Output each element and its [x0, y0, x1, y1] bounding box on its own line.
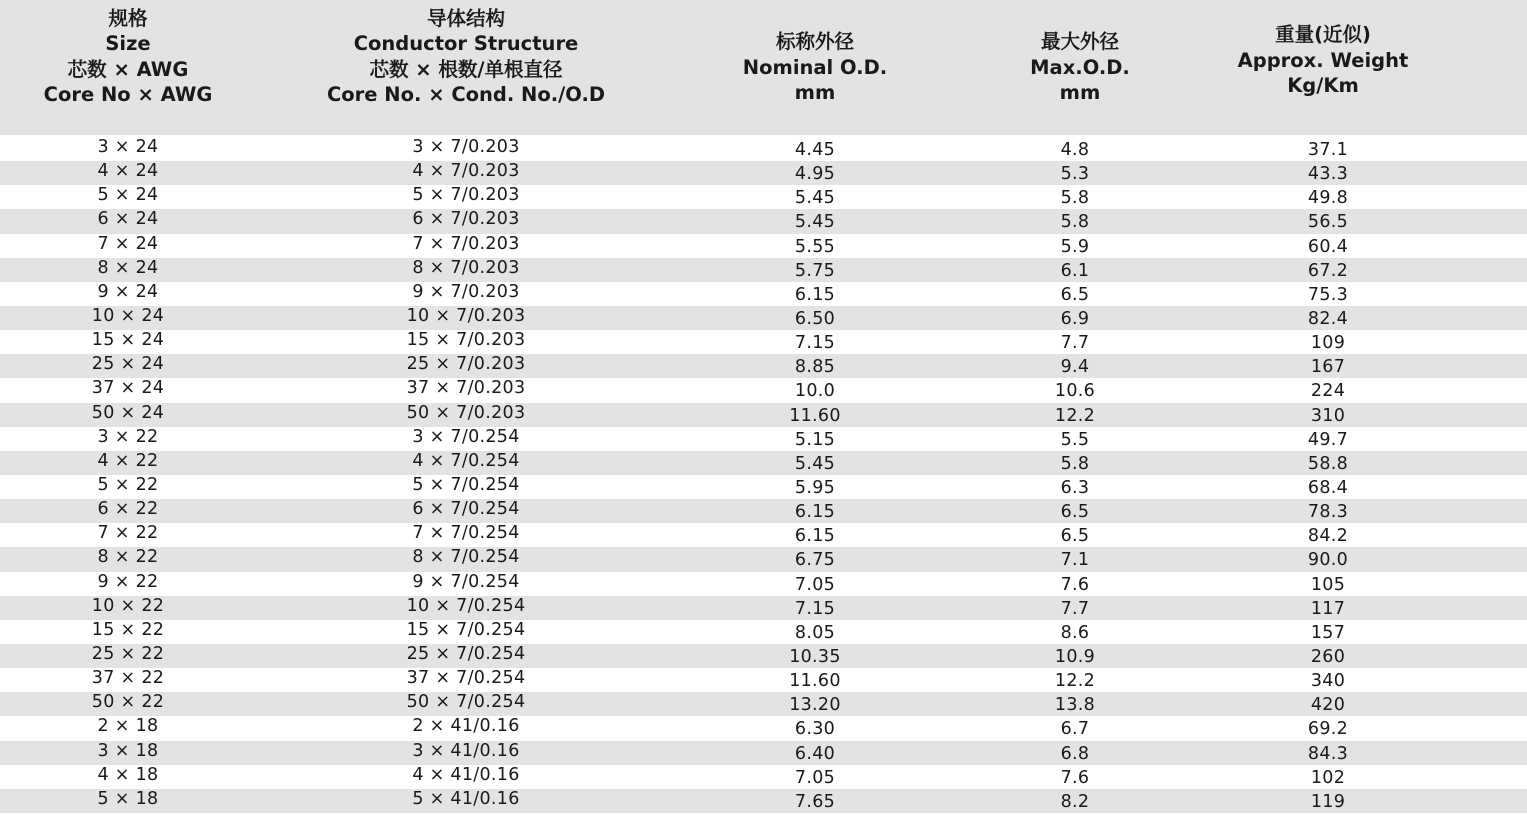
cell-nominal-od: 10.0	[794, 381, 836, 402]
table-row	[0, 620, 1527, 644]
cell-nominal-od: 7.15	[794, 598, 836, 619]
cell-approx-weight: 49.7	[1307, 429, 1349, 450]
cell-approx-weight: 67.2	[1307, 260, 1349, 281]
cell-nominal-od: 5.45	[794, 453, 836, 474]
cell-nominal-od: 7.05	[794, 767, 836, 788]
cell-nominal-od: 6.75	[794, 550, 836, 571]
cell-conductor-structure: 9 × 7/0.254	[412, 571, 520, 592]
cell-size: 5 × 18	[97, 788, 159, 809]
cell-size: 50 × 22	[91, 692, 165, 713]
cell-approx-weight: 68.4	[1307, 477, 1349, 498]
cell-size: 6 × 24	[97, 209, 159, 230]
table-header	[0, 0, 1527, 135]
cell-size: 37 × 22	[91, 668, 165, 689]
cell-max-od: 5.8	[1060, 453, 1090, 474]
cell-conductor-structure: 8 × 7/0.254	[412, 547, 520, 568]
cell-conductor-structure: 3 × 7/0.254	[412, 426, 520, 447]
cell-max-od: 13.8	[1054, 695, 1096, 716]
table-row	[0, 354, 1527, 378]
cell-size: 10 × 22	[91, 595, 165, 616]
cell-conductor-structure: 15 × 7/0.254	[406, 619, 526, 640]
table-row	[0, 475, 1527, 499]
cell-max-od: 8.6	[1060, 622, 1090, 643]
table-row	[0, 692, 1527, 716]
cell-nominal-od: 10.35	[789, 646, 841, 667]
cell-conductor-structure: 4 × 7/0.254	[412, 450, 520, 471]
cell-size: 15 × 24	[91, 330, 165, 351]
table-row	[0, 161, 1527, 185]
cell-nominal-od: 7.65	[794, 791, 836, 812]
cell-approx-weight: 167	[1310, 357, 1346, 378]
cell-nominal-od: 8.85	[794, 357, 836, 378]
cell-size: 3 × 24	[97, 137, 159, 157]
cell-max-od: 9.4	[1060, 357, 1090, 378]
table-row	[0, 765, 1527, 789]
cell-nominal-od: 6.30	[794, 719, 836, 740]
table-row	[0, 547, 1527, 571]
cell-conductor-structure: 10 × 7/0.203	[406, 305, 526, 326]
cell-max-od: 6.7	[1060, 719, 1090, 740]
table-row	[0, 427, 1527, 451]
header-label-line: 导体结构	[426, 6, 505, 30]
cell-approx-weight: 43.3	[1307, 164, 1349, 185]
table-row	[0, 499, 1527, 523]
table-row	[0, 451, 1527, 475]
cell-approx-weight: 310	[1310, 405, 1346, 426]
cell-approx-weight: 75.3	[1307, 284, 1349, 305]
cell-conductor-structure: 37 × 7/0.203	[406, 378, 526, 399]
cell-conductor-structure: 50 × 7/0.254	[406, 692, 526, 713]
header-label-line: 芯数 × 根数/单根直径	[369, 57, 563, 81]
cell-nominal-od: 13.20	[789, 695, 841, 716]
cell-nominal-od: 5.45	[794, 188, 836, 209]
cell-approx-weight: 105	[1310, 574, 1346, 595]
cell-size: 6 × 22	[97, 499, 159, 520]
cell-nominal-od: 4.45	[794, 140, 836, 160]
cell-max-od: 10.6	[1054, 381, 1096, 402]
header-label-line: Core No × AWG	[43, 83, 213, 106]
cell-conductor-structure: 6 × 7/0.203	[412, 209, 520, 230]
table-row	[0, 137, 1527, 161]
cell-size: 50 × 24	[91, 402, 165, 423]
cell-max-od: 6.1	[1060, 260, 1090, 281]
cell-approx-weight: 340	[1310, 671, 1346, 692]
cell-conductor-structure: 15 × 7/0.203	[406, 330, 526, 351]
table-row	[0, 644, 1527, 668]
cell-size: 4 × 24	[97, 161, 159, 182]
cell-conductor-structure: 8 × 7/0.203	[412, 257, 520, 278]
cell-nominal-od: 5.75	[794, 260, 836, 281]
cell-max-od: 5.3	[1060, 164, 1090, 185]
cell-size: 37 × 24	[91, 378, 165, 399]
cell-approx-weight: 82.4	[1307, 308, 1349, 329]
cell-approx-weight: 84.3	[1307, 743, 1349, 764]
table-body	[0, 137, 1527, 813]
cell-nominal-od: 6.15	[794, 284, 836, 305]
table-row	[0, 306, 1527, 330]
table-row	[0, 209, 1527, 233]
cell-size: 3 × 22	[97, 426, 159, 447]
cell-max-od: 5.8	[1060, 188, 1090, 209]
header-label-line: Kg/Km	[1287, 74, 1359, 98]
cell-conductor-structure: 4 × 41/0.16	[412, 764, 520, 785]
cell-conductor-structure: 5 × 7/0.254	[412, 474, 520, 495]
cell-approx-weight: 90.0	[1307, 550, 1349, 571]
cell-conductor-structure: 10 × 7/0.254	[406, 595, 526, 616]
table-row	[0, 596, 1527, 620]
cell-approx-weight: 49.8	[1307, 188, 1349, 209]
cell-size: 4 × 18	[97, 764, 159, 785]
header-label-line: 重量(近似)	[1275, 23, 1371, 47]
cell-approx-weight: 58.8	[1307, 453, 1349, 474]
cell-approx-weight: 56.5	[1307, 212, 1349, 233]
table-row	[0, 523, 1527, 547]
cell-conductor-structure: 5 × 41/0.16	[412, 788, 520, 809]
cell-max-od: 6.8	[1060, 743, 1090, 764]
table-row	[0, 330, 1527, 354]
cell-conductor-structure: 3 × 7/0.203	[412, 137, 520, 157]
cell-conductor-structure: 7 × 7/0.254	[412, 523, 520, 544]
cell-max-od: 6.5	[1060, 526, 1090, 547]
table-row	[0, 403, 1527, 427]
table-row	[0, 378, 1527, 402]
header-label-line: 芯数 × AWG	[67, 57, 189, 81]
cell-max-od: 5.8	[1060, 212, 1090, 233]
cell-conductor-structure: 25 × 7/0.203	[406, 354, 526, 375]
cell-conductor-structure: 2 × 41/0.16	[412, 716, 520, 737]
cell-max-od: 10.9	[1054, 646, 1096, 667]
cell-nominal-od: 11.60	[789, 671, 841, 692]
cell-conductor-structure: 50 × 7/0.203	[406, 402, 526, 423]
cell-nominal-od: 6.40	[794, 743, 836, 764]
cell-size: 7 × 22	[97, 523, 159, 544]
cell-conductor-structure: 25 × 7/0.254	[406, 643, 526, 664]
header-label-line: Size	[105, 32, 151, 55]
cell-max-od: 7.6	[1060, 574, 1090, 595]
cell-approx-weight: 102	[1310, 767, 1346, 788]
cell-approx-weight: 420	[1310, 695, 1346, 716]
cell-approx-weight: 260	[1310, 646, 1346, 667]
header-label-line: Core No. × Cond. No./O.D	[326, 83, 606, 106]
cell-max-od: 7.7	[1060, 333, 1090, 354]
cell-conductor-structure: 7 × 7/0.203	[412, 233, 520, 254]
cell-size: 15 × 22	[91, 619, 165, 640]
table-row	[0, 716, 1527, 740]
cell-max-od: 6.3	[1060, 477, 1090, 498]
cell-approx-weight: 109	[1310, 333, 1346, 354]
cell-approx-weight: 60.4	[1307, 236, 1349, 257]
cell-nominal-od: 8.05	[794, 622, 836, 643]
header-label-line: Approx. Weight	[1237, 48, 1409, 72]
cell-size: 25 × 22	[91, 643, 165, 664]
header-label-line: 规格	[108, 6, 148, 30]
cell-max-od: 12.2	[1054, 671, 1096, 692]
cell-nominal-od: 7.05	[794, 574, 836, 595]
cell-max-od: 12.2	[1054, 405, 1096, 426]
cell-size: 10 × 24	[91, 305, 165, 326]
header-label-line: mm	[1059, 81, 1101, 105]
cell-size: 7 × 24	[97, 233, 159, 254]
cell-size: 8 × 22	[97, 547, 159, 568]
header-label-line: Nominal O.D.	[742, 55, 888, 79]
cell-approx-weight: 78.3	[1307, 502, 1349, 523]
cell-max-od: 7.1	[1060, 550, 1090, 571]
cell-approx-weight: 69.2	[1307, 719, 1349, 740]
header-nominal-od	[705, 0, 925, 135]
cell-approx-weight: 224	[1310, 381, 1346, 402]
cell-max-od: 6.5	[1060, 284, 1090, 305]
cell-max-od: 7.6	[1060, 767, 1090, 788]
header-max-od	[975, 0, 1185, 135]
cell-nominal-od: 7.15	[794, 333, 836, 354]
table-row	[0, 258, 1527, 282]
cell-max-od: 6.5	[1060, 502, 1090, 523]
cell-size: 8 × 24	[97, 257, 159, 278]
header-approx-weight	[1208, 0, 1438, 128]
header-label-line: 最大外径	[1040, 30, 1119, 54]
header-label-line: mm	[794, 81, 836, 105]
table-row	[0, 741, 1527, 765]
cell-max-od: 5.9	[1060, 236, 1090, 257]
cell-nominal-od: 5.15	[794, 429, 836, 450]
header-label-line: Conductor Structure	[353, 32, 579, 55]
table-row	[0, 789, 1527, 813]
cell-nominal-od: 4.95	[794, 164, 836, 185]
cell-max-od: 7.7	[1060, 598, 1090, 619]
cell-size: 3 × 18	[97, 740, 159, 761]
cell-nominal-od: 11.60	[789, 405, 841, 426]
cell-conductor-structure: 9 × 7/0.203	[412, 281, 520, 302]
cell-size: 4 × 22	[97, 450, 159, 471]
cell-nominal-od: 6.15	[794, 526, 836, 547]
cell-size: 25 × 24	[91, 354, 165, 375]
table-row	[0, 572, 1527, 596]
cell-conductor-structure: 3 × 41/0.16	[412, 740, 520, 761]
header-label-line: Max.O.D.	[1030, 55, 1130, 79]
header-conductor-structure	[306, 0, 626, 124]
table-row	[0, 185, 1527, 209]
cell-approx-weight: 117	[1310, 598, 1346, 619]
cell-size: 9 × 24	[97, 281, 159, 302]
cell-nominal-od: 6.15	[794, 502, 836, 523]
table-row	[0, 668, 1527, 692]
cell-conductor-structure: 4 × 7/0.203	[412, 161, 520, 182]
cell-max-od: 5.5	[1060, 429, 1090, 450]
cell-size: 9 × 22	[97, 571, 159, 592]
cell-approx-weight: 119	[1310, 791, 1346, 812]
cell-size: 5 × 24	[97, 185, 159, 206]
cell-conductor-structure: 5 × 7/0.203	[412, 185, 520, 206]
cell-approx-weight: 84.2	[1307, 526, 1349, 547]
cell-conductor-structure: 6 × 7/0.254	[412, 499, 520, 520]
cell-nominal-od: 5.95	[794, 477, 836, 498]
header-size	[18, 0, 238, 124]
table-row	[0, 234, 1527, 258]
cell-size: 5 × 22	[97, 474, 159, 495]
cell-size: 2 × 18	[97, 716, 159, 737]
cell-nominal-od: 5.55	[794, 236, 836, 257]
table-row	[0, 282, 1527, 306]
cell-nominal-od: 5.45	[794, 212, 836, 233]
cell-max-od: 6.9	[1060, 308, 1090, 329]
cell-conductor-structure: 37 × 7/0.254	[406, 668, 526, 689]
cell-approx-weight: 37.1	[1307, 140, 1349, 160]
cell-max-od: 8.2	[1060, 791, 1090, 812]
cell-nominal-od: 6.50	[794, 308, 836, 329]
cell-approx-weight: 157	[1310, 622, 1346, 643]
cell-max-od: 4.8	[1060, 140, 1090, 160]
header-label-line: 标称外径	[775, 30, 854, 54]
